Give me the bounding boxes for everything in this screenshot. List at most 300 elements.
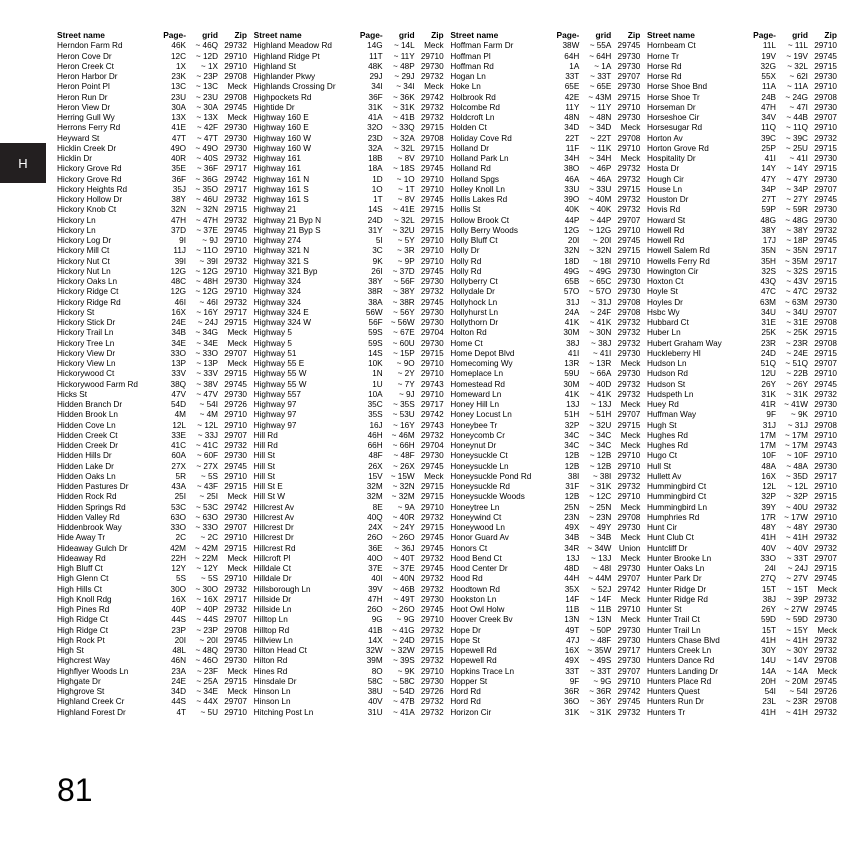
page-ref: 34E xyxy=(171,338,186,348)
street-name: Hickory Mill Ct xyxy=(57,246,110,256)
index-entry xyxy=(57,267,247,277)
zip-code: 29732 xyxy=(224,154,247,163)
street-name: Hickory St xyxy=(57,307,95,317)
zip-code: 29707 xyxy=(814,184,837,194)
street-name: House Ln xyxy=(646,184,683,194)
index-entry xyxy=(647,195,837,205)
zip-code: 29732 xyxy=(814,133,837,143)
grid-ref: ~ 48Y xyxy=(786,523,808,532)
page-ref: 12Y xyxy=(171,564,186,573)
street-name: Highgate Dr xyxy=(57,676,101,686)
street-name: Hicks St xyxy=(57,389,88,399)
street-name: Hovis Rd xyxy=(646,205,681,215)
street-name: Highpockets Rd xyxy=(253,92,312,102)
street-name: Horizon Cir xyxy=(450,707,492,717)
grid-ref: ~ 32L xyxy=(787,61,808,71)
grid-ref: ~ 34P xyxy=(786,184,808,194)
street-name: Hopewell Rd xyxy=(450,646,497,655)
index-entry xyxy=(57,359,247,369)
index-entry xyxy=(647,667,837,677)
grid-ref: ~ 37E xyxy=(393,564,415,573)
zip-code: 29732 xyxy=(617,205,641,215)
street-name: Hunt Cir xyxy=(646,523,677,532)
index-entry xyxy=(254,93,444,103)
zip-code: 29715 xyxy=(814,61,837,71)
zip-code: 29715 xyxy=(420,646,444,655)
index-entry xyxy=(254,164,444,174)
street-name: Homeplace Ln xyxy=(450,369,504,379)
street-name: Hoodtown Rd xyxy=(450,584,500,594)
zip-code: 29732 xyxy=(814,594,837,604)
zip-code: 29708 xyxy=(814,697,837,707)
grid-ref: ~ 59D xyxy=(785,615,808,625)
zip-code: 29730 xyxy=(814,297,837,307)
index-entry xyxy=(450,380,640,390)
page-ref: 11B xyxy=(565,605,580,614)
zip-code: 29715 xyxy=(814,348,837,358)
grid-ref: ~ 32N xyxy=(195,205,218,215)
grid-ref: ~ 5Y xyxy=(397,236,415,245)
index-entry xyxy=(57,236,247,246)
page-ref: 26Y xyxy=(761,605,776,614)
grid-ref: ~ 38J xyxy=(591,338,612,348)
page-ref: 59U xyxy=(564,369,580,379)
index-entry xyxy=(450,216,640,226)
zip-code: 29730 xyxy=(420,451,444,461)
zip-code: 29710 xyxy=(420,236,444,245)
street-name: Highway 55 W xyxy=(253,379,307,389)
index-entry xyxy=(254,462,444,472)
page-ref: 29J xyxy=(369,72,383,81)
street-name: Hudson Rd xyxy=(646,369,688,379)
index-entry xyxy=(57,257,247,267)
zip-code: 29707 xyxy=(814,553,837,563)
grid-ref: ~ 32A xyxy=(393,133,415,143)
grid-ref: ~ 24F xyxy=(590,307,612,317)
page-ref: 36O xyxy=(563,697,580,707)
street-name: Hunter Oaks Ln xyxy=(646,564,705,573)
page-ref: 1O xyxy=(371,184,383,194)
zip-code: 29730 xyxy=(224,656,247,666)
zip-code: 29707 xyxy=(814,307,837,317)
index-entry xyxy=(254,339,444,349)
zip-code: 29742 xyxy=(420,410,444,420)
street-name: Highway 21 Byp S xyxy=(253,225,321,235)
page-ref: 49T xyxy=(565,625,580,635)
grid-ref: ~ 48G xyxy=(785,215,808,225)
street-name: Holly Dr xyxy=(450,246,480,256)
page-ref: 23L xyxy=(762,697,776,707)
page-ref: 56W xyxy=(365,307,383,317)
street-name: Hookston Ln xyxy=(450,594,497,604)
index-entry xyxy=(57,103,247,113)
street-name: Hidden Rock Rd xyxy=(57,492,117,502)
index-entry xyxy=(57,564,247,574)
zip-code: 29732 xyxy=(420,584,444,594)
header-grid: grid xyxy=(595,30,612,40)
grid-ref: ~ 9K xyxy=(790,410,808,420)
street-name: Highway 274 xyxy=(253,236,301,245)
street-name: Honey Hill Ln xyxy=(450,400,500,409)
grid-ref: ~ 40R xyxy=(392,512,415,522)
page-ref: 5R xyxy=(175,471,186,481)
street-name: Hunter Ridge Rd xyxy=(646,594,708,604)
grid-ref: ~ 15Y xyxy=(786,625,808,635)
page-ref: 23R xyxy=(760,338,776,348)
zip-code: 29704 xyxy=(420,328,444,338)
index-entry xyxy=(57,554,247,564)
street-name: High Ridge Ct xyxy=(57,615,108,625)
street-name: Huntcliff Dr xyxy=(646,543,688,553)
index-entry xyxy=(647,257,837,267)
street-name: Highway 321 N xyxy=(253,246,310,256)
grid-ref: ~ 18P xyxy=(786,236,808,245)
index-entry xyxy=(57,339,247,349)
zip-code: 29707 xyxy=(814,359,837,368)
page-ref: 1X xyxy=(175,61,186,71)
grid-ref: ~ 32U xyxy=(392,225,415,235)
page-ref: 53C xyxy=(170,502,186,512)
zip-code: 29732 xyxy=(617,707,641,717)
zip-code: 29710 xyxy=(617,461,641,471)
street-name: Hollyhurst Ln xyxy=(450,307,499,317)
grid-ref: ~ 62I xyxy=(789,72,808,81)
street-name: Home Ct xyxy=(450,338,483,348)
page-ref: 14G xyxy=(367,41,383,51)
index-entry xyxy=(647,697,837,707)
street-name: Highland Creek Cr xyxy=(57,697,125,707)
grid-ref: ~ 9A xyxy=(397,502,415,512)
street-name: Horne Tr xyxy=(646,51,679,61)
street-name: Hummingbird Ct xyxy=(646,482,707,491)
index-entry xyxy=(254,513,444,523)
grid-ref: ~ 35W xyxy=(587,646,612,655)
index-entry xyxy=(450,328,640,338)
header-zip: Zip xyxy=(431,30,444,40)
page-ref: 11A xyxy=(762,82,776,92)
zip-code: 29710 xyxy=(224,707,247,717)
zip-code: 29745 xyxy=(814,236,837,245)
page-ref: 31E xyxy=(761,318,776,327)
zip-code: 29710 xyxy=(420,615,444,625)
page-ref: 12G xyxy=(170,287,186,297)
page-ref: 41H xyxy=(760,533,776,543)
index-entry xyxy=(647,431,837,441)
page-ref: 54I xyxy=(764,687,776,696)
zip-code: 29730 xyxy=(617,277,641,286)
page-ref: 64H xyxy=(564,51,580,61)
page-ref: 11L xyxy=(762,41,776,51)
page-ref: 35N xyxy=(760,246,776,256)
index-entry xyxy=(57,533,247,543)
grid-ref: ~ 24D xyxy=(392,635,415,645)
street-name: Honeywood Ln xyxy=(450,523,505,532)
street-name: High Hills Ct xyxy=(57,584,103,594)
zip-code: 29745 xyxy=(617,236,641,245)
page-ref: 34V xyxy=(761,113,776,122)
page-ref: 36R xyxy=(564,687,580,696)
index-entry xyxy=(450,52,640,62)
grid-ref: ~ 24E xyxy=(786,348,808,358)
zip-code: 29745 xyxy=(420,461,444,471)
header-page: Page- xyxy=(163,30,186,40)
page-ref: 32S xyxy=(761,266,776,276)
page-ref: 12B xyxy=(564,492,580,502)
page-ref: 58C xyxy=(367,676,383,686)
index-entry xyxy=(57,451,247,461)
grid-ref: ~ 17M xyxy=(784,430,808,440)
page-ref: 40V xyxy=(368,697,383,707)
grid-ref: ~ 40S xyxy=(196,154,218,163)
index-entry xyxy=(254,492,444,502)
column-header xyxy=(647,30,837,40)
street-name: Highlands Crossing Dr xyxy=(253,82,336,92)
index-entry xyxy=(57,605,247,615)
page-ref: 47H xyxy=(170,215,186,225)
street-name: Hickory Heights Rd xyxy=(57,184,128,194)
page-ref: 24A xyxy=(564,307,580,317)
zip-code: 29708 xyxy=(224,625,247,635)
index-entry xyxy=(450,236,640,246)
index-entry xyxy=(57,205,247,215)
zip-code: 29715 xyxy=(617,184,641,194)
zip-code: 29710 xyxy=(224,51,247,61)
zip-code: 29730 xyxy=(617,266,641,276)
street-name: Highway 160 W xyxy=(253,143,311,153)
grid-ref: ~ 22B xyxy=(786,369,808,379)
index-entry xyxy=(647,400,837,410)
page-ref: 41H xyxy=(760,635,776,645)
zip-code: 29710 xyxy=(420,389,444,399)
index-entry xyxy=(254,308,444,318)
street-name: High St xyxy=(57,646,84,655)
street-name: Home Depot Blvd xyxy=(450,348,515,358)
page-ref: 39M xyxy=(366,656,383,666)
street-index-grid xyxy=(57,30,837,718)
index-entry xyxy=(57,93,247,103)
page-ref: 47H xyxy=(760,102,776,112)
street-name: Hitching Post Ln xyxy=(253,707,314,717)
page-ref: 13J xyxy=(566,400,580,409)
street-name: Highway 21 xyxy=(253,205,297,215)
page-ref: 59S xyxy=(368,328,383,338)
street-name: Hidden Branch Dr xyxy=(57,400,123,409)
street-name: Hood Bend Ct xyxy=(450,553,502,563)
page-ref: 47V xyxy=(171,389,186,399)
index-entry xyxy=(647,277,837,287)
page-ref: 11T xyxy=(369,51,383,61)
grid-ref: ~ 47I xyxy=(789,102,808,112)
grid-ref: ~ 12B xyxy=(589,451,612,461)
street-name: Hidden Oaks Ln xyxy=(57,471,116,481)
street-name: Hoke Ln xyxy=(450,82,481,92)
zip-code: 29710 xyxy=(617,605,641,614)
street-name: Holcombe Rd xyxy=(450,102,500,112)
zip-code: 29715 xyxy=(420,225,444,235)
grid-ref: ~ 30N xyxy=(589,328,612,338)
street-name: Hidden Valley Rd xyxy=(57,512,120,522)
column-header xyxy=(57,30,247,40)
index-entry xyxy=(57,513,247,523)
page-ref: 38I xyxy=(567,471,580,481)
index-entry xyxy=(254,277,444,287)
index-entry xyxy=(254,257,444,267)
index-entry xyxy=(254,533,444,543)
header-grid: grid xyxy=(398,30,415,40)
index-entry xyxy=(57,595,247,605)
street-name: Honeytree Ln xyxy=(450,502,500,512)
index-entry xyxy=(254,72,444,82)
grid-ref: ~ 1O xyxy=(396,174,415,184)
street-name: Heron Run Dr xyxy=(57,92,108,102)
zip-code: 29730 xyxy=(224,646,247,655)
index-entry xyxy=(647,144,837,154)
street-name: Hidden Springs Rd xyxy=(57,502,126,512)
index-entry xyxy=(647,267,837,277)
grid-ref: ~ 47T xyxy=(196,133,218,143)
zip-code: 29732 xyxy=(617,328,641,338)
header-zip: Zip xyxy=(627,30,641,40)
page-ref: 14S xyxy=(368,348,383,358)
page-ref: 56F xyxy=(368,318,383,327)
page-ref: 14Y xyxy=(761,164,776,174)
zip-code: Meck xyxy=(424,82,444,92)
grid-ref: ~ 33T xyxy=(786,553,808,563)
page-ref: 33V xyxy=(171,369,186,379)
grid-ref: ~ 32N xyxy=(589,246,612,256)
zip-code: 29730 xyxy=(617,348,641,358)
index-entry xyxy=(647,421,837,431)
zip-code: 29708 xyxy=(617,512,641,522)
zip-code: 29717 xyxy=(224,164,247,174)
grid-ref: ~ 63M xyxy=(784,297,808,307)
grid-ref: ~ 12D xyxy=(195,51,218,61)
zip-code: 29707 xyxy=(224,697,247,707)
index-entry xyxy=(450,164,640,174)
grid-ref: ~ 63O xyxy=(195,512,218,522)
page-ref: 25K xyxy=(761,328,776,338)
grid-ref: ~ 14V xyxy=(786,656,808,666)
index-entry xyxy=(450,605,640,615)
street-name: Homecoming Wy xyxy=(450,359,513,368)
index-entry xyxy=(647,605,837,615)
index-entry xyxy=(647,287,837,297)
page-ref: 55X xyxy=(761,72,776,81)
grid-ref: ~ 41H xyxy=(785,635,808,645)
index-entry xyxy=(450,636,640,646)
index-entry xyxy=(57,134,247,144)
zip-code: 29710 xyxy=(420,666,444,676)
grid-ref: ~ 24G xyxy=(785,92,808,102)
zip-code: 29715 xyxy=(814,164,837,174)
zip-code: 29708 xyxy=(814,420,837,430)
index-entry xyxy=(647,523,837,533)
street-name: Hickorywood Ct xyxy=(57,369,115,379)
index-entry xyxy=(254,585,444,595)
page-ref: 49G xyxy=(563,266,580,276)
index-entry xyxy=(450,441,640,451)
index-entry xyxy=(254,431,444,441)
zip-code: 29730 xyxy=(814,72,837,81)
grid-ref: ~ 22T xyxy=(590,133,612,143)
index-entry xyxy=(254,62,444,72)
grid-ref: ~ 33Q xyxy=(392,123,415,133)
grid-ref: ~ 7Y xyxy=(397,379,415,389)
page-ref: 46H xyxy=(367,430,383,440)
index-entry xyxy=(57,52,247,62)
index-entry xyxy=(647,533,837,543)
zip-code: 29707 xyxy=(617,72,641,81)
grid-ref: ~ 27X xyxy=(196,461,218,471)
index-entry xyxy=(254,451,444,461)
index-entry xyxy=(647,410,837,420)
grid-ref: ~ 31E xyxy=(786,318,808,327)
street-name: Huey Rd xyxy=(646,400,679,409)
page-ref: 8E xyxy=(372,502,383,512)
page-ref: 12G xyxy=(563,225,580,235)
street-name: Holland Dr xyxy=(450,143,489,153)
page-ref: 1N xyxy=(372,369,383,379)
index-entry xyxy=(647,646,837,656)
zip-code: 29732 xyxy=(420,102,444,112)
street-name: Hopewell Rd xyxy=(450,656,497,666)
street-name: Hord Rd xyxy=(450,697,481,707)
zip-code: 29732 xyxy=(617,195,641,204)
index-entry xyxy=(254,482,444,492)
street-name: Hickory Trail Ln xyxy=(57,328,114,338)
zip-code: 29707 xyxy=(617,410,641,420)
index-entry xyxy=(450,585,640,595)
page-ref: 48F xyxy=(368,451,383,461)
index-entry xyxy=(254,359,444,369)
page-number: 81 xyxy=(57,772,93,808)
grid-ref: ~ 32L xyxy=(393,143,415,153)
grid-ref: ~ 66A xyxy=(589,369,612,379)
street-name: Hickory View Ln xyxy=(57,359,116,368)
index-entry xyxy=(254,595,444,605)
street-name: Holly Rd xyxy=(450,266,482,276)
street-name: Hopkins Trace Ln xyxy=(450,666,515,676)
grid-ref: ~ 41I xyxy=(592,348,612,358)
page-ref: 31Y xyxy=(368,225,383,235)
index-entry xyxy=(450,308,640,318)
zip-code: Meck xyxy=(817,584,837,594)
grid-ref: ~ 11O xyxy=(196,246,218,256)
street-name: Highway 5 xyxy=(253,328,292,338)
street-name: Highway 324 xyxy=(253,277,301,286)
street-name: Horse Shoe Tr xyxy=(646,92,700,102)
zip-code: Union xyxy=(618,543,641,553)
index-entry xyxy=(647,564,837,574)
grid-ref: ~ 13P xyxy=(196,359,218,368)
grid-ref: ~ 20M xyxy=(784,676,808,686)
zip-code: 29717 xyxy=(814,471,837,481)
grid-ref: ~ 27W xyxy=(784,605,808,614)
street-name: Hoyles Dr xyxy=(646,297,683,307)
zip-code: 29726 xyxy=(814,687,837,696)
street-name: Homestead Rd xyxy=(450,379,505,389)
street-name: Heron View Dr xyxy=(57,102,111,112)
zip-code: 29745 xyxy=(420,164,444,174)
page-ref: 34D xyxy=(564,123,580,133)
index-entry xyxy=(254,708,444,718)
index-entry xyxy=(254,226,444,236)
page-ref: 18D xyxy=(564,256,580,266)
grid-ref: ~ 27Y xyxy=(786,195,808,204)
header-grid: grid xyxy=(202,30,218,40)
index-entry xyxy=(450,656,640,666)
grid-ref: ~ 12B xyxy=(589,461,612,471)
